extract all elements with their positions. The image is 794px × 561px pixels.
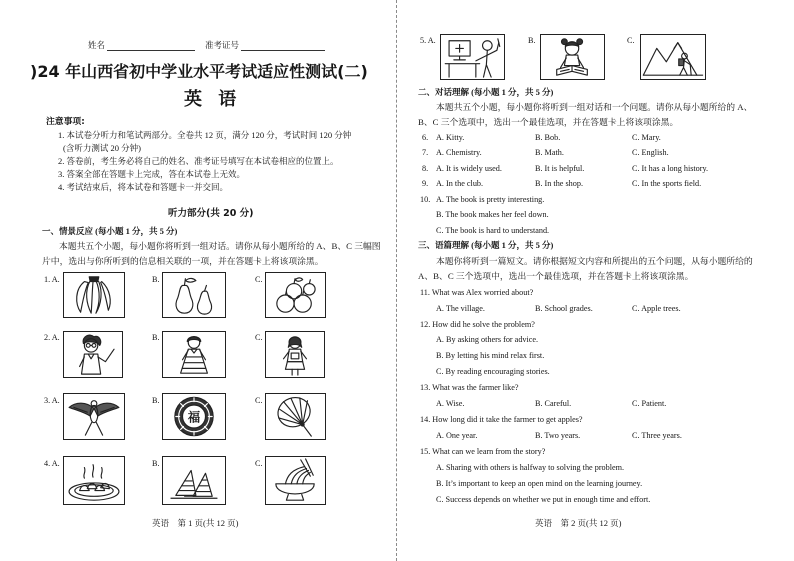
answer-option: C. Mary. (632, 133, 661, 142)
question-number: 6. (422, 133, 429, 142)
fu-character: 福 (187, 410, 201, 425)
answer-option: A. By asking others for advice. (436, 335, 539, 344)
answer-option: A. In the club. (436, 179, 484, 188)
answer-option: A. Kitty. (436, 133, 465, 142)
notice-item: 3. 答案全部在答题卡上完成，答在本试卷上无效。 (58, 169, 246, 179)
listening-heading: 听力部分(共 20 分) (168, 208, 254, 219)
notice-item: (含听力测试 20 分钟) (63, 143, 141, 153)
name-field (88, 40, 195, 51)
answer-option: C. Success depends on whether we put in enough time and effort. (436, 495, 651, 504)
page-footer: 英语 第 2 页(共 12 页) (535, 518, 622, 528)
picture-option-2a (63, 331, 123, 378)
fu-paper-cut-icon (163, 394, 225, 439)
picture-option-4a (63, 456, 125, 505)
section2-instruction: 本题共五个小题，每小题你将听到一组对话和一个问题。请你从每小题所给的 A、 (436, 102, 753, 112)
option-label: C. (255, 333, 263, 342)
picture-option-4b (162, 456, 226, 505)
picture-option-5c (640, 34, 706, 80)
picture-option-3a (63, 393, 125, 440)
section1-instruction: 片中，选出与你所听到的信息相关联的一项，并在答题卡上将该项涂黑。 (42, 256, 324, 266)
section3-instruction: A、B、C 三个选项中，选出一个最佳选项，并在答题卡上将该项涂黑。 (418, 271, 694, 281)
option-label: 4. A. (44, 459, 60, 468)
answer-option: B. School grades. (535, 304, 593, 313)
picture-option-5b (540, 34, 605, 80)
answer-option: B. It is helpful. (535, 164, 585, 173)
computer-desk-icon (441, 35, 504, 79)
answer-option: B. By letting his mind relax first. (436, 351, 545, 360)
question-number: 8. (422, 164, 429, 173)
question-stem: 13. What was the farmer like? (420, 383, 519, 392)
notice-heading: 注意事项: (46, 117, 85, 127)
pears-icon (163, 273, 225, 317)
picture-option-4c (265, 456, 326, 505)
option-label: B. (152, 275, 160, 284)
option-label: 2. A. (44, 333, 60, 342)
section3-heading (418, 240, 553, 252)
question-stem: 14. How long did it take the farmer to get apples? (420, 415, 583, 424)
answer-option: A. The village. (436, 304, 485, 313)
page-divider (396, 0, 397, 561)
swallow-kite-icon (64, 394, 124, 439)
option-label: C. (627, 36, 635, 45)
answer-option: C. The book is hard to understand. (436, 226, 550, 235)
round-fan-icon (266, 394, 325, 439)
answer-option: C. Three years. (632, 431, 682, 440)
notice-item: 4. 考试结束后，将本试卷和答题卡一并交回。 (58, 182, 229, 192)
question-number: 9. (422, 179, 429, 188)
option-label: B. (152, 396, 160, 405)
answer-option: B. The book makes her feel down. (436, 210, 549, 219)
picture-option-1b (162, 272, 226, 318)
picture-option-3c (265, 393, 326, 440)
answer-option: B. Two years. (535, 431, 581, 440)
noodles-bowl-icon (266, 457, 325, 504)
teacher-icon (64, 332, 122, 377)
answer-option: A. Wise. (436, 399, 465, 408)
answer-option: B. It’s important to keep an open mind on the learning journey. (436, 479, 643, 488)
answer-option: C. It has a long history. (632, 164, 709, 173)
picture-option-1a (63, 272, 125, 318)
question-number: 7. (422, 148, 429, 157)
answer-option: A. One year. (436, 431, 478, 440)
reading-girl-icon (541, 35, 604, 79)
section3-instruction: 本题你将听到一篇短文。请你根据短文内容和所提出的五个问题，从每小题所给的 (436, 256, 753, 266)
section2-title: 二、对话理解 (418, 88, 470, 98)
exam-title: )24 年山西省初中学业水平考试适应性测试(二) (30, 62, 368, 81)
option-label: B. (152, 459, 160, 468)
woman-icon (266, 332, 324, 377)
option-label: 1. A. (44, 275, 60, 284)
answer-option: A. The book is pretty interesting. (436, 195, 545, 204)
page-footer: 英语 第 1 页(共 12 页) (152, 518, 239, 528)
exam-id-field (205, 40, 325, 51)
option-label: 5. A. (420, 36, 436, 45)
apples-icon (266, 273, 325, 317)
option-label: C. (255, 459, 263, 468)
option-label: 3. A. (44, 396, 60, 405)
answer-option: C. Patient. (632, 399, 667, 408)
option-label: C. (255, 275, 263, 284)
sandwiches-icon (163, 457, 225, 504)
traditional-dress-girl-icon (163, 332, 225, 377)
question-stem: 12. How did he solve the problem? (420, 320, 535, 329)
section1-heading (42, 226, 177, 238)
answer-option: A. Sharing with others is halfway to solving the problem. (436, 463, 625, 472)
section1-score: (每小题 1 分，共 5 分) (95, 226, 178, 236)
exam-id-blank-line (241, 41, 325, 51)
picture-option-5a (440, 34, 505, 80)
answer-option: B. Math. (535, 148, 564, 157)
answer-option: B. Bob. (535, 133, 561, 142)
answer-option: C. By reading encouraging stories. (436, 367, 550, 376)
answer-option: B. In the shop. (535, 179, 583, 188)
name-blank-line (107, 41, 195, 51)
mountain-hiker-icon (641, 35, 705, 79)
answer-option: B. Careful. (535, 399, 572, 408)
picture-option-3b (162, 393, 226, 440)
notice-item: 1. 本试卷分听力和笔试两部分。全卷共 12 页，满分 120 分，考试时间 120 分钟 (58, 130, 352, 140)
answer-option: C. English. (632, 148, 669, 157)
section2-instruction: B、C 三个选项中，选出一个最佳选项，并在答题卡上将该项涂黑。 (418, 117, 679, 127)
option-label: C. (255, 396, 263, 405)
option-label: B. (152, 333, 160, 342)
question-stem: 15. What can we learn from the story? (420, 447, 546, 456)
section3-score: (每小题 1 分，共 5 分) (471, 240, 554, 250)
exam-id-label: 准考证号 (205, 40, 240, 50)
subject-title: 英 语 (184, 89, 242, 110)
answer-option: A. Chemistry. (436, 148, 482, 157)
notice-item: 2. 答卷前，考生务必将自己的姓名、准考证号填写在本试卷相应的位置上。 (58, 156, 339, 166)
bananas-icon (64, 273, 124, 317)
option-label: B. (528, 36, 536, 45)
picture-option-2c (265, 331, 325, 378)
section1-instruction: 本题共五个小题，每小题你将听到一组对话。请你从每小题所给的 A、B、C 三幅图 (59, 241, 381, 251)
answer-option: C. Apple trees. (632, 304, 681, 313)
section1-title: 一、情景反应 (42, 227, 94, 237)
picture-option-1c (265, 272, 326, 318)
section2-heading (418, 87, 553, 99)
section3-title: 三、语篇理解 (418, 241, 470, 251)
question-stem: 11. What was Alex worried about? (420, 288, 534, 297)
section2-score: (每小题 1 分，共 5 分) (471, 87, 554, 97)
answer-option: A. It is widely used. (436, 164, 502, 173)
picture-option-2b (162, 331, 226, 378)
dumplings-plate-icon (64, 457, 124, 504)
answer-option: C. In the sports field. (632, 179, 702, 188)
name-label: 姓名 (88, 40, 106, 50)
question-number: 10. (420, 195, 431, 204)
